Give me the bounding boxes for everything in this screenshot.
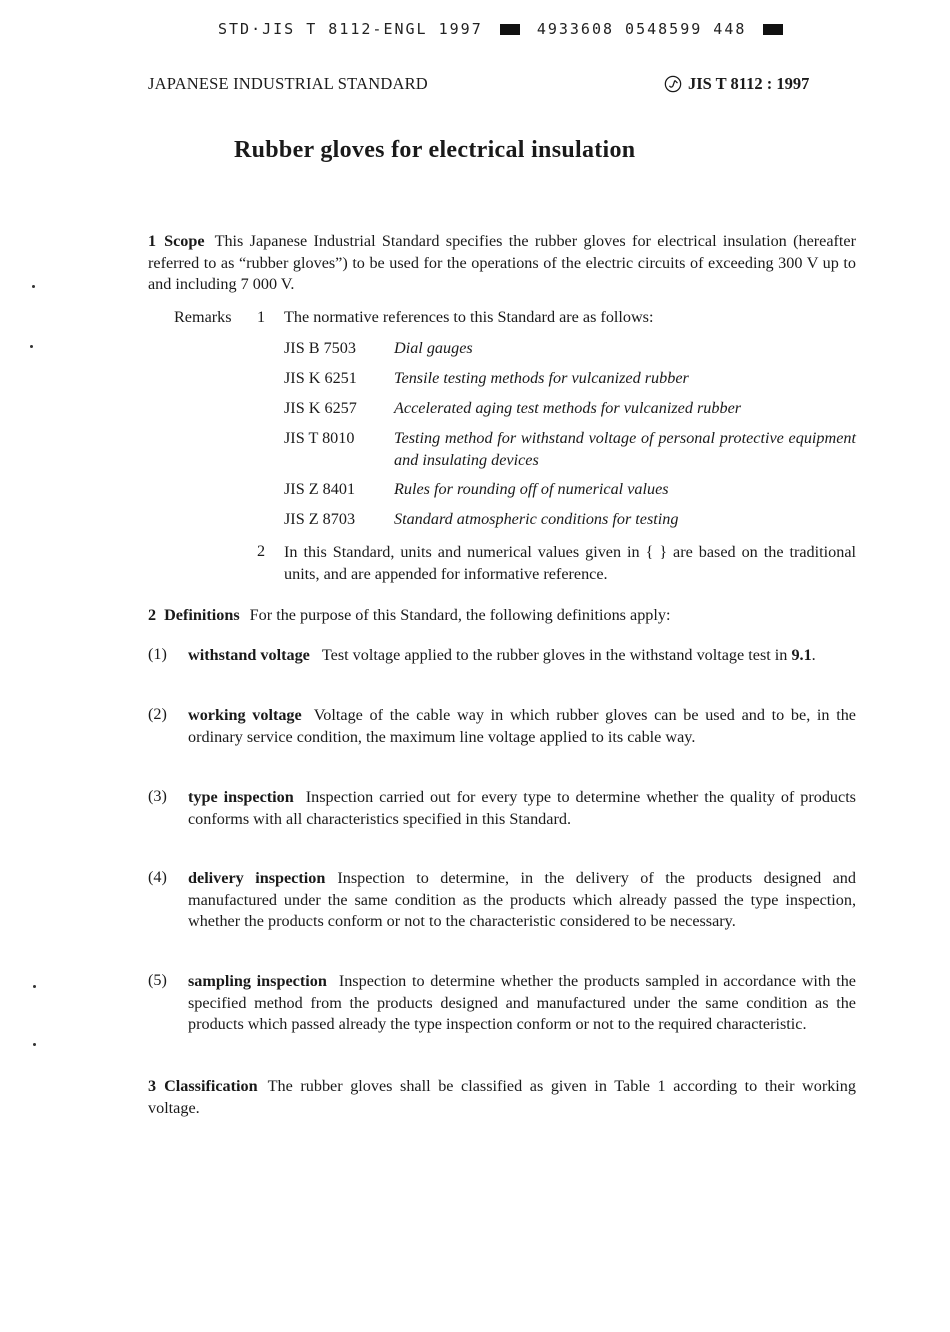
redaction-block	[500, 24, 520, 35]
definition-item	[188, 971, 856, 1036]
remarks-label: Remarks	[174, 308, 232, 326]
definition-text: Test voltage applied to the rubber gloves in the withstand voltage test in	[321, 646, 788, 664]
definition-index: (3)	[148, 787, 167, 805]
standard-body-label: JAPANESE INDUSTRIAL STANDARD	[148, 74, 428, 93]
section-scope	[148, 231, 856, 296]
jis-mark-icon	[664, 75, 682, 93]
scan-speck	[32, 285, 35, 288]
clause-reference: 9.1	[791, 646, 812, 664]
scan-speck	[30, 345, 33, 348]
definition-item	[188, 705, 856, 748]
definition-text: Voltage of the cable way in which rubber gloves can be used and to be, in the ordinary service condition, the maximum line voltage applied to its cable way.	[188, 706, 856, 746]
standard-number-text: JIS T 8112 : 1997	[688, 74, 810, 93]
definition-text: Inspection to determine, in the delivery of the products designed and manufactured under the same condition as the products which already passed the type inspection, whether the products conform or not to the characteristic considered to be necessary.	[188, 869, 856, 930]
definition-index: (1)	[148, 645, 167, 663]
reference-code: JIS K 6257	[284, 399, 357, 417]
definition-text: Inspection to determine whether the products sampled in accordance with the specified method from the products designed and manufactured under the same condition as the products which passed already the type inspection conform or not to the required characteristic.	[188, 972, 856, 1033]
scan-header-numbers: 4933608 0548599 448	[536, 20, 747, 38]
section-number: 2	[148, 606, 157, 624]
section-text: This Japanese Industrial Standard specifies the rubber gloves for electrical insulation (hereafter referred to as “rubber gloves”) to be used for the operations of the electric circuits of exceeding 300 V up to and including 7 000 V.	[148, 232, 856, 293]
section-text: The rubber gloves shall be classified as given in Table 1 according to their working voltage.	[148, 1077, 856, 1117]
definition-punctuation: .	[811, 646, 816, 664]
reference-code: JIS K 6251	[284, 369, 357, 387]
reference-title: Dial gauges	[394, 339, 473, 357]
remark-number: 2	[257, 542, 266, 560]
definition-item	[188, 645, 856, 667]
remark-text: The normative references to this Standard are as follows:	[284, 308, 654, 326]
reference-title: Testing method for withstand voltage of personal protective equipment and insulating devices	[394, 429, 856, 469]
section-number: 3	[148, 1077, 157, 1095]
section-classification	[148, 1076, 856, 1119]
reference-title: Accelerated aging test methods for vulcanized rubber	[394, 399, 742, 417]
section-heading: Definitions	[164, 606, 240, 624]
definition-term: withstand voltage	[188, 646, 310, 664]
reference-code: JIS Z 8401	[284, 480, 356, 498]
definition-term: type inspection	[188, 788, 294, 806]
definition-index: (5)	[148, 971, 167, 989]
definition-index: (4)	[148, 868, 167, 886]
scan-speck	[33, 1043, 36, 1046]
standard-number	[664, 74, 809, 94]
section-heading: Classification	[164, 1077, 258, 1095]
section-definitions	[148, 605, 856, 627]
definition-term: delivery inspection	[188, 869, 326, 887]
reference-title: Tensile testing methods for vulcanized rubber	[394, 369, 689, 387]
definition-item	[188, 868, 856, 933]
page-title: Rubber gloves for electrical insulation	[234, 137, 636, 163]
section-heading: Scope	[164, 232, 205, 250]
reference-title: Standard atmospheric conditions for testing	[394, 510, 679, 528]
definition-item	[188, 787, 856, 830]
scan-header-code: STD·JIS T 8112-ENGL 1997	[218, 20, 483, 38]
reference-title: Rules for rounding off of numerical values	[394, 480, 669, 498]
scan-header	[218, 20, 789, 38]
definition-text: Inspection carried out for every type to determine whether the quality of products conforms with all characteristics specified in this Standard.	[188, 788, 856, 828]
section-number: 1	[148, 232, 157, 250]
redaction-block	[763, 24, 783, 35]
remark-number: 1	[257, 308, 266, 326]
definition-term: working voltage	[188, 706, 302, 724]
reference-code: JIS B 7503	[284, 339, 356, 357]
remark-text: In this Standard, units and numerical values given in { } are based on the traditional units, and are appended for informative reference.	[284, 543, 856, 583]
definition-index: (2)	[148, 705, 167, 723]
reference-code: JIS T 8010	[284, 429, 355, 447]
scan-speck	[33, 985, 36, 988]
reference-code: JIS Z 8703	[284, 510, 356, 528]
section-text: For the purpose of this Standard, the following definitions apply:	[249, 606, 671, 624]
definition-term: sampling inspection	[188, 972, 327, 990]
